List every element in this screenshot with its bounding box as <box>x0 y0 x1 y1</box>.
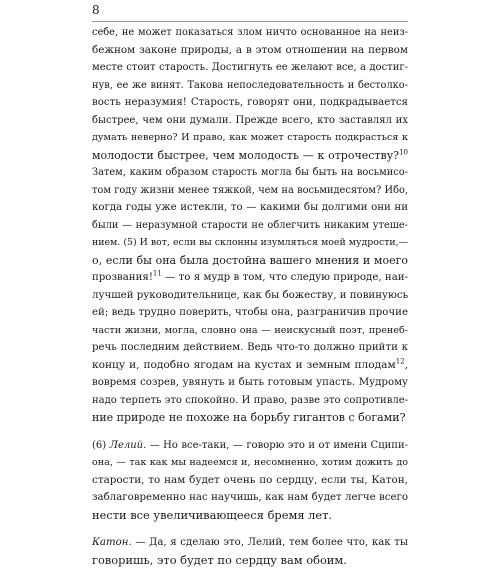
paragraph-3 <box>92 534 408 569</box>
text-line: о, если бы она была достойна вашего мнения и моего <box>92 252 408 270</box>
body-text <box>92 24 408 569</box>
text-line: себе, не может показаться злом ничто основанное на неиз- <box>92 24 408 42</box>
text-line: бежном законе природы, а в этом отношении на первом <box>92 42 408 60</box>
text-line: ей; ведь трудно поверить, чтобы она, разграничив прочие <box>92 304 408 322</box>
text-line: месте стоит старость. Достигнуть ее желают все, а достиг- <box>92 59 408 77</box>
footnote-ref: 10 <box>399 148 408 156</box>
text-line: заблаговременно нас научишь, как нам будет легче всего <box>92 489 408 507</box>
text-line: концу и, подобно ягодам на кустах и земным плодам$^{12}$, <box>92 357 408 375</box>
text-line: части жизни, могла, словно она — неискусный поэт, пренеб- <box>92 322 408 340</box>
text-line: старости, то нам будет очень по сердцу, если ты, Катон, <box>92 472 408 490</box>
text-line: вость неразумия! Старость, говорят они, подкрадывается <box>92 94 408 112</box>
text-line: вовремя созрев, увянуть и быть готовым упасть. Мудрому <box>92 374 408 392</box>
text-line: молодости быстрее, чем молодость — к отрочеству?$^{10}$ <box>92 147 408 165</box>
text-line: нув, ее же винят. Такова непоследовательность и бестолко- <box>92 77 408 95</box>
footnote-ref: 11 <box>153 270 162 278</box>
text-line: думать неверно? И право, как может старость подкрасться к <box>92 129 408 147</box>
footnote-ref: 12 <box>396 357 405 365</box>
text-line: нием. (5) И вот, если вы склонны изумляться моей мудрости,— <box>92 234 408 252</box>
speaker-name: Катон <box>92 537 128 548</box>
text-line: речь последним действием. Ведь что-то должно прийти к <box>92 339 408 357</box>
page-number: 8 <box>92 3 100 17</box>
text-line: Катон. — Да, я сделаю это, Лелий, тем более что, как ты <box>92 534 408 552</box>
text-line: надо терпеть это спокойно. И право, разве это сопротивле- <box>92 392 408 410</box>
text-line: были — неразумной старости не облегчить никаким утеше- <box>92 217 408 235</box>
text-line: говоришь, это будет по сердцу вам обоим. <box>92 552 408 569</box>
text-line: том году жизни менее тяжкой, чем на восьмидесятом? Ибо, <box>92 182 408 200</box>
text-line: Затем, каким образом старость могла бы быть на восьмисо- <box>92 164 408 182</box>
text-line: ние природе не похоже на борьбу гигантов с богами? <box>92 409 408 427</box>
text-line: нести все увеличивающееся бремя лет. <box>92 507 408 525</box>
text-line: лучшей руководительнице, как бы божеству, и повинуюсь <box>92 287 408 305</box>
speaker-name: Лелий <box>110 440 144 451</box>
text-line: прозвания!$^{11}$ — то я мудр в том, что следую природе, наи- <box>92 269 408 287</box>
paragraph-1 <box>92 24 408 427</box>
paragraph-2 <box>92 437 408 525</box>
header-rule <box>92 21 408 22</box>
text-line: она, — так как мы надеемся и, несомненно, хотим дожить до <box>92 454 408 472</box>
text-line: быстрее, чем они думали. Прежде всего, кто заставлял их <box>92 112 408 130</box>
text-line: когда годы уже истекли, то — какими бы долгими они ни <box>92 199 408 217</box>
text-line: (6) Лелий. — Но все-таки, — говорю это и от имени Сципи- <box>92 437 408 455</box>
